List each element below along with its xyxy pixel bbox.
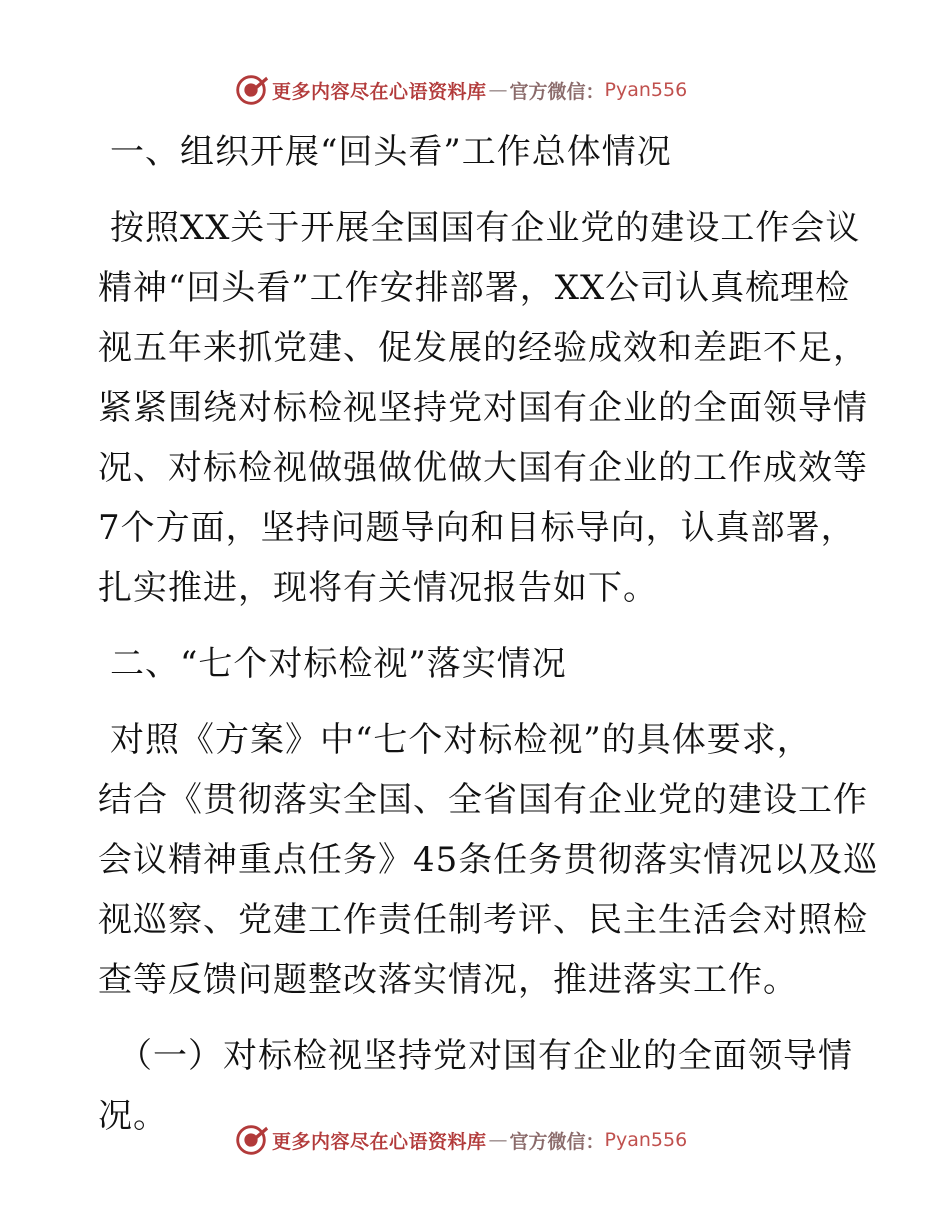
watermark-wechat-label: 官方微信：	[509, 1130, 605, 1153]
paragraph-line: 况、对标检视做强做优做大国有企业的工作成效等	[98, 448, 868, 488]
paragraph-line: 紧紧围绕对标检视坚持党对国有企业的全面领导情	[98, 388, 868, 428]
paragraph-line: 精神“回头看”工作安排部署，XX公司认真梳理检	[98, 268, 851, 308]
heading-section-2: 二、“七个对标检视”落实情况	[110, 644, 567, 684]
paragraph-2	[98, 710, 879, 1010]
watermark-wechat-label: 官方微信：	[509, 80, 605, 103]
document-body	[98, 122, 879, 1146]
pen-logo-icon	[232, 1121, 270, 1159]
paragraph-line: 7个方面，坚持问题导向和目标导向，认真部署，	[98, 508, 856, 548]
paragraph-line: 会议精神重点任务》45条任务贯彻落实情况以及巡	[98, 840, 879, 880]
paragraph-line: 视巡察、党建工作责任制考评、民主生活会对照检	[98, 900, 868, 940]
watermark-dash: —	[488, 1129, 508, 1151]
paragraph-line: 扎实推进，现将有关情况报告如下。	[98, 568, 658, 608]
paragraph-line: 结合《贯彻落实全国、全省国有企业党的建设工作	[98, 780, 868, 820]
subheading-line: 况。	[98, 1096, 168, 1136]
pen-logo-icon	[232, 71, 270, 109]
paragraph-line: 视五年来抓党建、促发展的经验成效和差距不足，	[98, 328, 868, 368]
watermark-library-text: 更多内容尽在心语资料库	[272, 1130, 487, 1153]
paragraph-line: 对照《方案》中“七个对标检视”的具体要求，	[110, 720, 812, 760]
watermark-library-text: 更多内容尽在心语资料库	[272, 80, 487, 103]
subheading-line: （一）对标检视坚持党对国有企业的全面领导情	[118, 1036, 853, 1076]
heading-section-1: 一、组织开展“回头看”工作总体情况	[110, 132, 672, 172]
paragraph-line: 按照XX关于开展全国国有企业党的建设工作会议	[110, 208, 861, 248]
paragraph-line: 查等反馈问题整改落实情况，推进落实工作。	[98, 960, 798, 1000]
watermark-banner-bottom	[232, 1120, 687, 1160]
watermark-dash: —	[488, 79, 508, 101]
watermark-banner-top	[232, 70, 687, 110]
watermark-wechat-id: Pyan556	[604, 1129, 688, 1151]
watermark-wechat-id: Pyan556	[604, 79, 688, 101]
paragraph-1	[98, 198, 868, 618]
